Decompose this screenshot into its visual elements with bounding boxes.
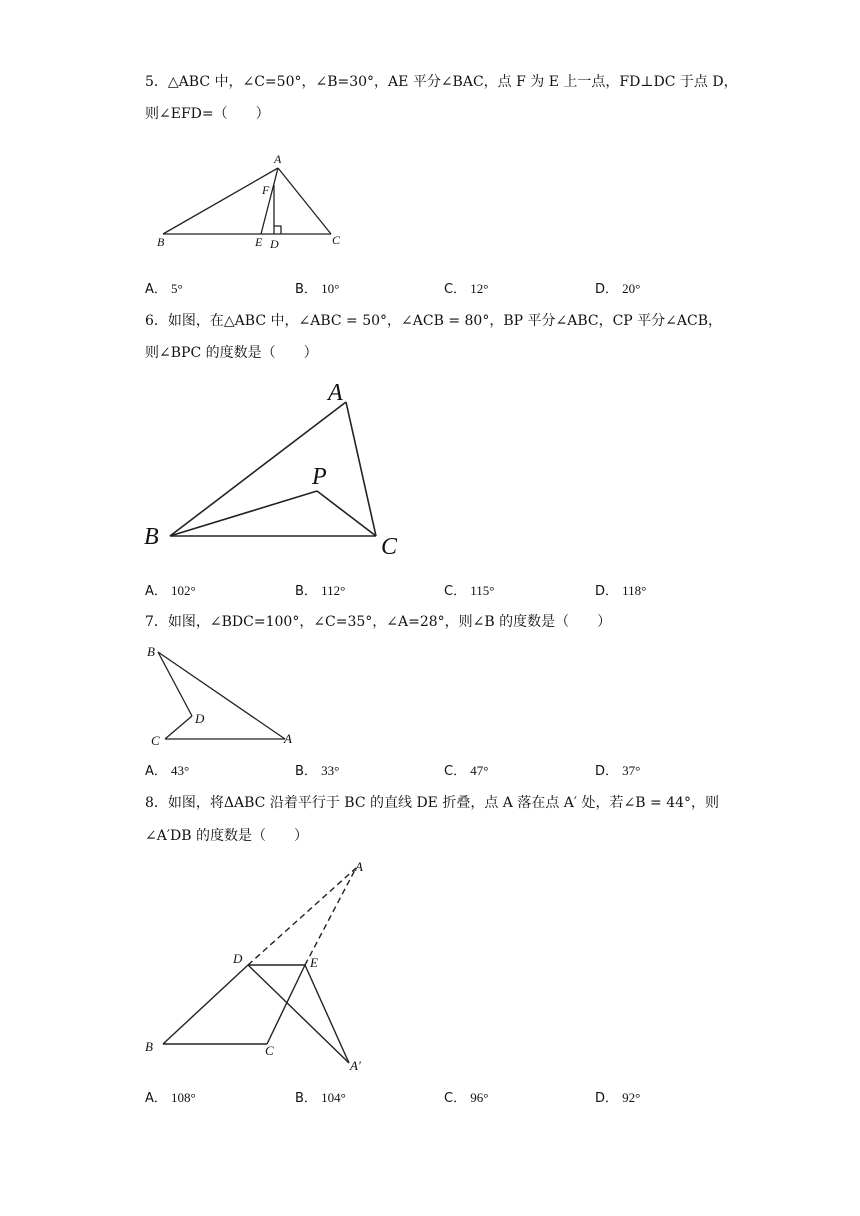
q6-stem-line1: 6．如图，在△ABC 中，∠ABC = 50°，∠ACB = 80°，BP 平分∠ABC，CP 平分∠ACB， <box>145 313 723 329</box>
q5-stem-line1: 5．△ABC 中，∠C=50°，∠B=30°，AE 平分∠BAC，点 F 为 E 上一点，FD⊥DC 于点 D， <box>145 74 738 90</box>
q7-figure <box>140 640 300 752</box>
q5-option-b[interactable]: B． 10° <box>295 281 340 297</box>
q6-figure <box>140 372 410 562</box>
q7-label-b: B <box>147 644 155 659</box>
q7-option-b[interactable]: B． 33° <box>295 763 340 779</box>
q5-figure <box>150 148 350 258</box>
q8-label-e: E <box>310 955 318 970</box>
q8-label-b: B <box>145 1039 153 1054</box>
q5-label-d: D <box>270 237 279 251</box>
q5-option-c[interactable]: C． 12° <box>444 281 489 297</box>
q5-label-e: E <box>255 235 263 249</box>
q5-option-a[interactable]: A． 5° <box>145 281 183 297</box>
q8-option-d[interactable]: D． 92° <box>595 1090 641 1106</box>
q8-label-a: A <box>355 859 363 874</box>
q7-stem-line1: 7．如图，∠BDC=100°，∠C=35°，∠A=28°，则∠B 的度数是（ ） <box>145 614 612 630</box>
q6-label-p: P <box>312 464 327 490</box>
q6-option-c[interactable]: C． 115° <box>444 583 495 599</box>
q5-label-b: B <box>157 235 165 249</box>
q5-label-f: F <box>262 183 270 197</box>
q8-stem-line1: 8．如图，将ΔABC 沿着平行于 BC 的直线 DE 折叠，点 A 落在点 A′ 处，若∠B = 44°，则 <box>145 795 720 811</box>
q8-option-a[interactable]: A． 108° <box>145 1090 196 1106</box>
q7-option-c[interactable]: C． 47° <box>444 763 489 779</box>
q8-figure <box>140 855 380 1085</box>
q7-label-c: C <box>151 733 160 748</box>
q6-label-b: B <box>144 524 159 550</box>
q8-label-c: C <box>265 1043 274 1058</box>
q8-stem-line2: ∠A′DB 的度数是（ ） <box>145 828 308 844</box>
q7-label-d: D <box>195 711 205 726</box>
q5-option-d[interactable]: D． 20° <box>595 281 641 297</box>
q8-option-c[interactable]: C． 96° <box>444 1090 489 1106</box>
q7-label-a: A <box>284 731 292 746</box>
q6-option-b[interactable]: B． 112° <box>295 583 346 599</box>
q5-stem-line2: 则∠EFD=（ ） <box>145 106 270 122</box>
q6-stem-line2: 则∠BPC 的度数是（ ） <box>145 345 318 361</box>
q6-label-c: C <box>381 534 398 560</box>
q6-label-a: A <box>328 380 343 406</box>
q5-label-a: A <box>274 152 282 166</box>
q8-option-b[interactable]: B． 104° <box>295 1090 346 1106</box>
q5-label-c: C <box>332 233 341 247</box>
q7-option-d[interactable]: D． 37° <box>595 763 641 779</box>
q7-option-a[interactable]: A． 43° <box>145 763 190 779</box>
q8-label-d: D <box>233 951 243 966</box>
q6-option-a[interactable]: A． 102° <box>145 583 196 599</box>
q8-label-a-prime: A′ <box>350 1058 361 1073</box>
q6-option-d[interactable]: D． 118° <box>595 583 647 599</box>
